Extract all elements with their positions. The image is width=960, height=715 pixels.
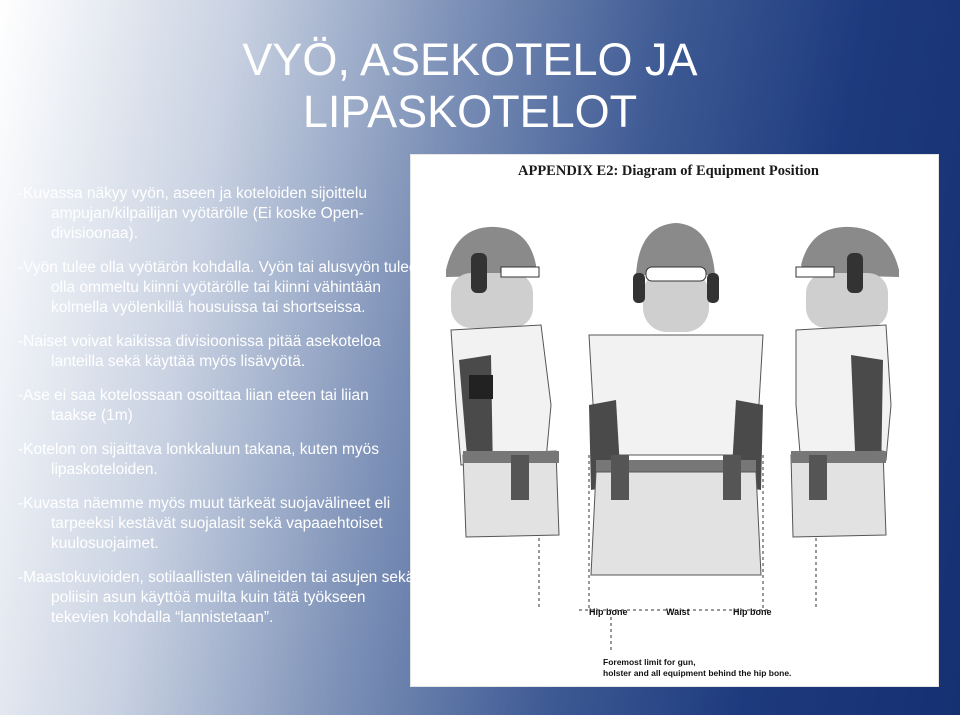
note-line-2: holster and all equipment behind the hip bone. <box>603 668 792 678</box>
bullet-list <box>18 184 418 642</box>
shooter-center-figure <box>589 223 763 575</box>
label-hip-bone-right: Hip bone <box>733 607 772 617</box>
bullet-item: -Naiset voivat kaikissa divisioonissa pitää asekoteloa lanteilla sekä käyttää myös lisävyötä. <box>18 333 381 370</box>
bullet-item: -Vyön tulee olla vyötärön kohdalla. Vyön tai alusvyön tulee olla ommeltu kiinni vyötärölle tai kiinni vähintään kolmella vyölenkillä housuissa tai shortseissa. <box>18 259 418 316</box>
bullet-item: -Ase ei saa kotelossaan osoittaa liian eteen tai liian taakse (1m) <box>18 387 369 424</box>
bullet-item: -Kuvassa näkyy vyön, aseen ja koteloiden sijoittelu ampujan/kilpailijan vyötärölle (Ei koske Open-divisioonaa). <box>18 185 367 242</box>
shooter-left-figure <box>446 227 559 537</box>
foremost-limit-note <box>603 657 823 679</box>
label-waist: Waist <box>666 607 690 617</box>
note-line-1: Foremost limit for gun, <box>603 657 696 667</box>
bullet-item: -Kotelon on sijaittava lonkkaluun takana, kuten myös lipaskoteloiden. <box>18 441 380 478</box>
title-line-2: LIPASKOTELOT <box>302 86 638 137</box>
shooter-right-figure <box>791 227 899 537</box>
slide-title <box>150 34 790 138</box>
label-hip-bone-left: Hip bone <box>589 607 628 617</box>
title-line-1: VYÖ, ASEKOTELO JA <box>242 34 698 85</box>
bullet-item: -Maastokuvioiden, sotilaallisten välineiden tai asujen sekä poliisin asun käyttöä muilta kuin tätä työkseen tekevien kohdalla “lannistetaan”. <box>18 569 415 626</box>
bullet-item: -Kuvasta näemme myös muut tärkeät suojavälineet eli tarpeeksi kestävät suojalasit sekä vapaaehtoiset kuulosuojaimet. <box>18 495 391 552</box>
figure-caption: APPENDIX E2: Diagram of Equipment Position <box>518 163 819 179</box>
equipment-diagram <box>410 154 939 687</box>
